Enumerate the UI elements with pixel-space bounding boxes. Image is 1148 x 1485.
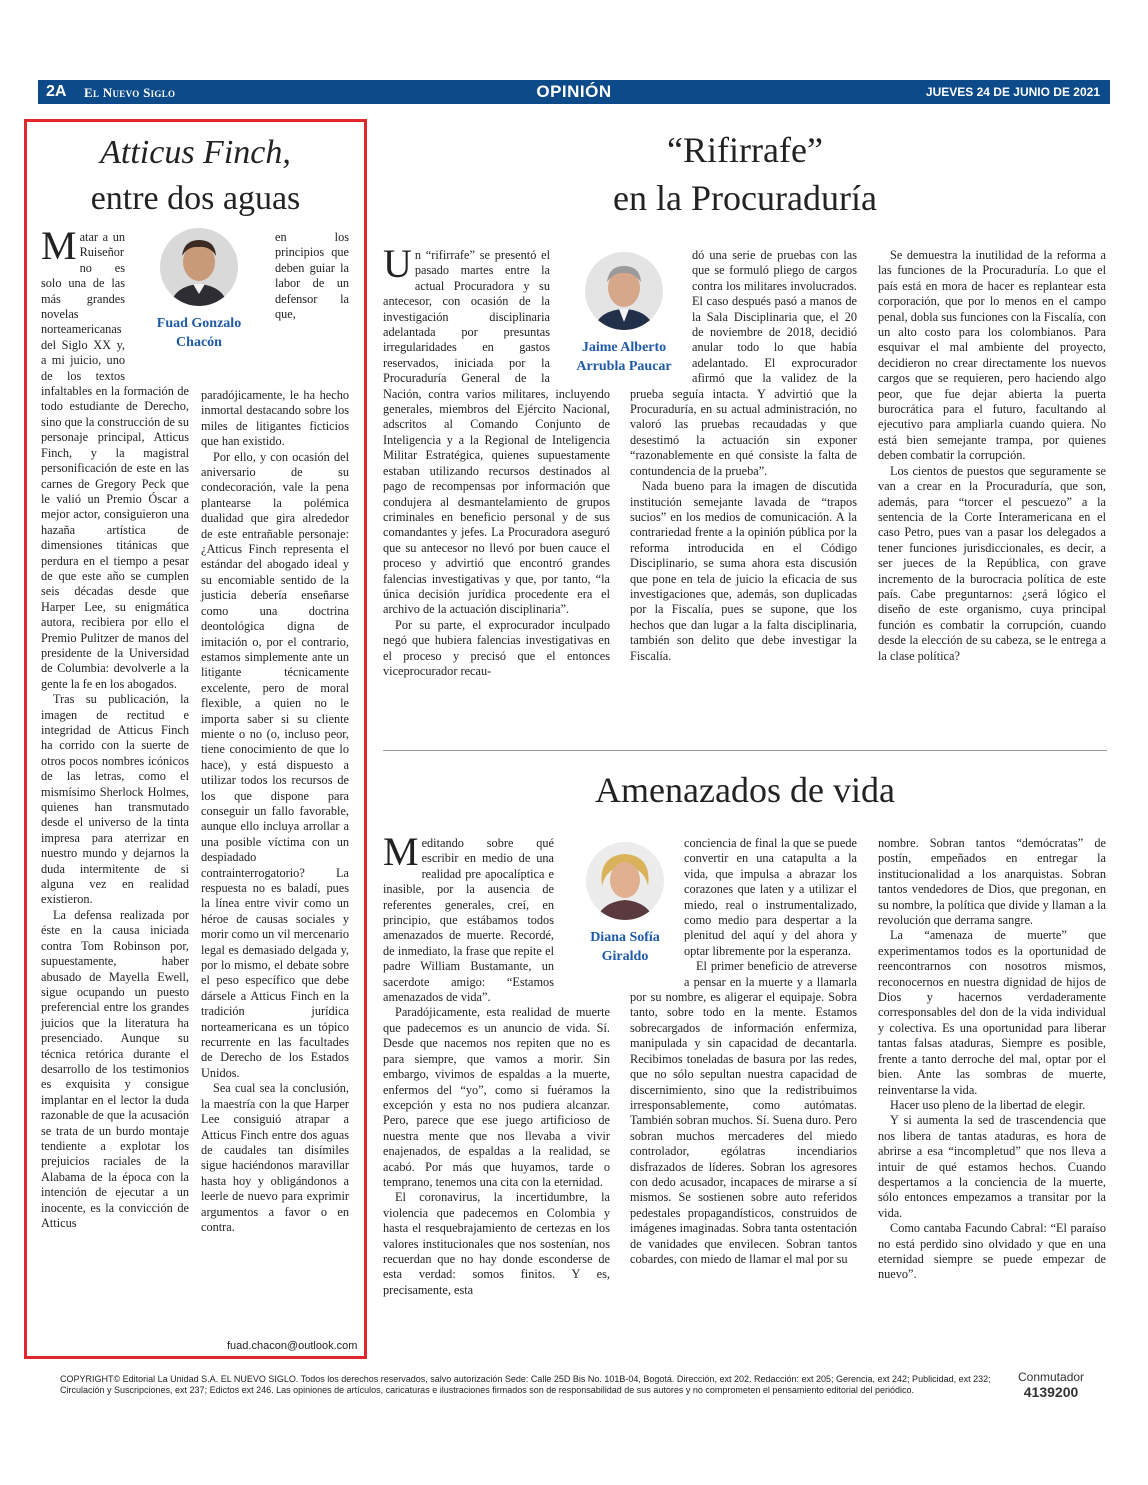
paragraph: Meditando sobre qué escribir en medio de una realidad pre apocalíptica e inasible, por la ausencia de referentes generales, creí, en principio, que estábamos todos amenazados de muerte. Recordé, de inmediato, la frase que repite el padre William Bustamante, un sacerdote amigo: “Estamos amenazados de vida”. — [383, 829, 554, 1005]
headline-line-1: Atticus Finch, — [100, 134, 291, 171]
copyright-line: Circulación y Suscripciones, ext 237; Edictos ext 246. Las opiniones de artículos, caricaturas e ilustraciones firmados son de responsabilidad de sus autores y no comprometen el pensamiento editorial del periódico. — [60, 1385, 914, 1395]
paragraph: Por ello, y con ocasión del aniversario de su condecoración, vale la pena plantearse la polémica dualidad que gira alrededor de este entrañable personaje: ¿Atticus Finch representa el estándar del abogado ideal y su encomiable sentido de la justicia debería enseñarse como una doctrina deontológica digna de imitación o, por el contrario, estamos simplemente ante un litigante técnicamente excelente, pero de moral flexible, a quien no le importa saber si su cliente miente o no (o, incluso peor, tiene conocimiento de que lo hace), y está dispuesto a utilizar todos los recursos de los que dispone para conseguir un fallo favorable, aunque ello incluya arrollar a una posible víctima con un despiadado contrainterrogatorio? La respuesta no es baladí, pues la línea entre vivir como un héroe de causas sociales y morir como un vil mercenario legal es demasiado delgada y, por lo mismo, el debate sobre el peso específico que debe dársele a Atticus Finch en la tradición jurídica norteamericana es un tópico recurrente en las facultades de Derecho de los Estados Unidos. — [201, 449, 349, 1080]
paragraph: Un “rifirrafe” se presentó el pasado martes entre la actual Procuradora y su antecesor, con ocasión de la investigación disciplinaria adelantada por presuntas irregularidades en gastos reservados, iniciada por la Procuraduría General de la Nación, contra varios militares, incluyendo generales, miembros del Ejército Nacional, adscritos al Comando Conjunto de Inteligencia y a la Regional de Inteligencia Militar Estratégica, quienes supuestamente estaban utilizando recursos destinados al pago de recompensas por información que condujera al desmantelamiento de grupos criminales en beneficio personal y de sus comandantes y jefes. La Procuradora aseguró que su antecesor no llevó por buen cauce el proceso y advirtió que encontró grandes falencias investigativas y que, por tanto, “la única decisión jurídica procedente era el archivo de la actuación disciplinaria”. — [383, 241, 610, 617]
author-name: Jaime Alberto Arrubla Paucar — [576, 340, 672, 374]
paragraph: Los cientos de puestos que seguramente se van a crear en la Procuraduría, que son, además, para “torcer el pescuezo” a la sentencia de la Corte Interamericana en el caso Petro, pues van a pasar los delegados a tener funciones jurisdiccionales, es decir, a ser jueces de la República, con grave incremento de la burocracia política de este país. Cabe preguntarnos: ¿será lógico el diseño de este organismo, cuya principal función es combatir la corrupción, cuando desde la elección de su cabeza, se le entrega a la clase política? — [878, 463, 1106, 663]
author-email: fuad.chacon@outlook.com — [227, 1340, 358, 1352]
copyright-line: COPYRIGHT© Editorial La Unidad S.A. EL NUEVO SIGLO. Todos los derechos reservados, salvo autorización Sede: Calle 25D Bis No. 101B-04, Bogotá. Dirección, ext 202. Redacción: ext 205; Gerencia, ext 242; Publicidad, ext 232; — [60, 1374, 991, 1384]
author-name: Fuad Gonzalo Chacón — [156, 316, 242, 350]
paragraph: nombre. Sobran tantos “demócratas” de postín, empeñados en entregar la institucionalidad a los anarquistas. Sobran tantos vendedores de Dios, que pregonan, en su nombre, la política que divide y llaman a la revolución que derrama sangre. — [878, 836, 1106, 928]
headline-line-2: en la Procuraduría — [613, 178, 877, 218]
paragraph: Por su parte, el exprocurador inculpado negó que hubiera falencias investigativas en el proceso y precisó que el entonces viceprocurador recau- — [383, 617, 610, 678]
paragraph: Paradójicamente, esta realidad de muerte que padecemos es un anuncio de vida. Sí. Desde que nacemos nos repiten que no es para siempre, que vamos a morir. Sin embargo, vivimos de espaldas a la muerte, enfermos del “yo”, como si fuéramos la excepción y esta no nos pudiera alcanzar. Pero, parece que ese juego artificioso de nuestra mente que nos llevaba a vivir enajenados, de espaldas a la realidad, se acabó. Por más que huyamos, tarde o temprano, tenemos una cita con la eternidad. — [383, 1005, 610, 1189]
article-column-3 — [878, 836, 1106, 1283]
paragraph: La “amenaza de muerte” que experimentamos todos es la oportunidad de reencontrarnos con nosotros mismos, reconocernos en nuestra dignidad de hijos de Dios y hacernos verdaderamente corresponsables del don de la vida individual y colectiva. Es una oportunidad para liberar tantas falsas ataduras, Siempre es posible, frente a tanto derroche del mal, optar por el bien. Ante las sombras de muerte, reinventarse la vida. — [878, 928, 1106, 1097]
copyright-footer — [60, 1374, 1020, 1396]
paragraph: dó una serie de pruebas con las que se formuló pliego de cargos contra los militares involucrados. El caso después pasó a manos de la Sala Disciplinaria que, el 20 de noviembre de 2018, decidió anular todo lo que había adelantado. El exprocurador afirmó que la validez de la prueba seguía intacta. Y advirtió que la Procuraduría, en su actual administración, no valoró las pruebas recaudadas y que desestimó la actuación sin exponer “razonablemente en qué consiste la falta de contundencia de la prueba”. — [630, 248, 857, 478]
article-column-1 — [41, 223, 189, 1231]
headline-line-1: “Rifirrafe” — [667, 130, 823, 170]
article-column-2 — [201, 230, 349, 1235]
paragraph: Y si aumenta la sed de trascendencia que nos libera de tantas ataduras, es hora de abrirse a esa “incompletud” que nos lleva a intuir de qué estamos hechos. Cuando despertamos a la conciencia de la muerte, sólo entonces empezamos a transitar por la vida. — [878, 1113, 1106, 1220]
article-column-1 — [383, 829, 610, 1298]
paragraph: El primer beneficio de atreverse a pensar en la muerte y a llamarla por su nombre, es aligerar el equipaje. Sobra tanto, sobre todo en la mente. Estamos sobrecargados de información enfermiza, manipulada y sin capacidad de decantarla. Recibimos toneladas de basura por las redes, que no sólo sepultan nuestra capacidad de discernimiento, sino que la redistribuimos irresponsablemente, como autómatas. También sobran muchos. Sí. Suena duro. Pero sobran muchos mercaderes del miedo controlador, ególatras incendiarios disfrazados de líderes. Sobran los agresores con dedo acusador, incapaces de mirarse a sí mismos. Se sostienen sobre auto referidos pedestales propagandísticos, construidos de imágenes imaginadas. Sobra tanta ostentación de vanidades que envilecen. Sobran tantos cobardes, con miedo de llamar el mal por su — [630, 959, 857, 1266]
paragraph: Se demuestra la inutilidad de la reforma a las funciones de la Procuraduría. Lo que el país está en mora de hacer es replantear esta corporación, que por lo menos en el campo penal, dobla sus funciones con la Fiscalía, con un alto costo para los colombianos. Para esquivar el mal ambiente del proyecto, decidieron no crear directamente los nuevos cargos que se requieren, pero haciendo algo peor, que fue dejar abierta la puerta burocrática para el futuro, facultando al ejecutivo para ampliarla cuando quiera. No está bien semejante trampa, por quienes deben combatir la corrupción. — [878, 248, 1106, 463]
article-headline-amenazados: Amenazados de vida — [595, 770, 895, 810]
article-headline — [27, 130, 364, 222]
article-atticus-finch — [24, 119, 367, 1359]
column-text-block — [125, 230, 189, 380]
publication-name: El Nuevo Siglo — [84, 85, 176, 100]
paragraph: Matar a un Ruiseñor no es solo una de las más grandes novelas norteamericanas del Siglo XX y, a mi juicio, uno de los textos infaltables en la formación de todo estudiante de Derecho, sino que la construcción de su personaje principal, Atticus Finch, y la magistral personificación de este en las carnes de Gregory Peck que le valió un Premio Óscar a mejor actor, consiguieron una hazaña artística de dimensiones titánicas que perdura en el tiempo a pesar de que este año se cumplen seis décadas desde que Harper Lee, su enigmática autora, recibiera por ello el Premio Pulitzer de manos del presidente de la Universidad de Columbia: devolverle a la gente la fe en los abogados. — [41, 223, 189, 691]
dropcap: M — [383, 829, 419, 874]
article-column-1 — [383, 241, 610, 679]
paragraph: Sea cual sea la conclusión, la maestría con la que Harper Lee consiguió atrapar a Atticus Finch entre dos aguas de caudales tan disímiles sigue haciéndonos maravillar hasta hoy y obligándonos a leerle de nuevo para exprimir argumentos a favor o en contra. — [201, 1081, 349, 1234]
paragraph: Hacer uso pleno de la libertad de elegir. — [890, 1097, 1086, 1112]
switchboard-label: Conmutador — [1018, 1370, 1085, 1384]
paragraph: La defensa realizada por éste en la causa iniciada contra Tom Robinson por, supuestamente, haber abusado de Mayella Ewell, sigue ocupando un puesto preferencial entre los grandes juicios que la literatura ha presenciado. Aunque su técnica retórica durante el desarrollo de los testimonios es exquisita y consigue implantar en el lector la duda razonable de que la acusación se trata de un burdo montaje tendiente a explotar los prejuicios raciales de la Alabama de la época con la intención de ejecutar a un inocente, es la convicción de Atticus — [41, 907, 189, 1230]
article-column-2 — [630, 836, 857, 1267]
dropcap: U — [383, 241, 412, 286]
switchboard-info — [1018, 1370, 1084, 1400]
headline-line-2: entre dos aguas — [90, 180, 301, 217]
paragraph: Tras su publicación, la imagen de rectitud e integridad de Atticus Finch ha corrido con la suerte de otros pocos nombres icónicos de las letras, como el mismísimo Sherlock Holmes, quienes han transmutado desde el universo de la tinta impresa para aterrizar en nuestro mundo y dejarnos la duda intermitente de si alguna vez en realidad existieron. — [41, 692, 189, 907]
issue-date: JUEVES 24 DE JUNIO DE 2021 — [925, 85, 1100, 99]
page-number: 2A — [46, 83, 67, 100]
author-name: Diana Sofía Giraldo — [590, 930, 660, 964]
article-column-2 — [630, 248, 857, 664]
dropcap: M — [41, 223, 77, 268]
paragraph: Como cantaba Facundo Cabral: “El paraíso no está perdido sino olvidado y que en una eternidad siempre se puede empezar de nuevo”. — [878, 1221, 1106, 1282]
switchboard-number: 4139200 — [1023, 1384, 1079, 1400]
section-title: OPINIÓN — [536, 82, 612, 101]
paragraph: conciencia de final la que se puede convertir en una catapulta a la vida, que impulsa a abrazar los corazones que laten y a utilizar el miedo, real o instrumentalizado, como medio para despertar a la plenitud del aquí y del ahora y optar libremente por la esperanza. — [684, 836, 857, 958]
article-column-3 — [878, 248, 1106, 664]
section-divider — [383, 750, 1107, 751]
article-headline-rifirrafe — [383, 126, 1107, 222]
paragraph: Nada bueno para la imagen de discutida institución semejante lavada de “trapos sucios” en los medios de comunicación. A la contrariedad frente a la opinión pública por la reforma introducida en el Código Disciplinario, se suma ahora esta discusión que pone en tela de juicio la eficacia de sus investigaciones que, además, son duplicadas por la Fiscalía, pues se supone, que los hechos que dan lugar a la falta disciplinaria, también son delito que debe investigar la Fiscalía. — [630, 479, 857, 663]
paragraph: El coronavirus, la incertidumbre, la violencia que padecemos en Colombia y hasta el resquebrajamiento de certezas en los valores institucionales que nos sostenían, nos recuerdan que no hay donde esconderse de esta verdad: somos finitos. Y es, precisamente, esta — [383, 1190, 610, 1297]
section-header-bar — [38, 80, 1110, 104]
paragraph: en los principios que deben guiar la labor de un defensor la que, paradójicamente, le ha hecho inmortal destacando sobre los miles de litigantes ficticios que han existido. — [201, 230, 349, 449]
